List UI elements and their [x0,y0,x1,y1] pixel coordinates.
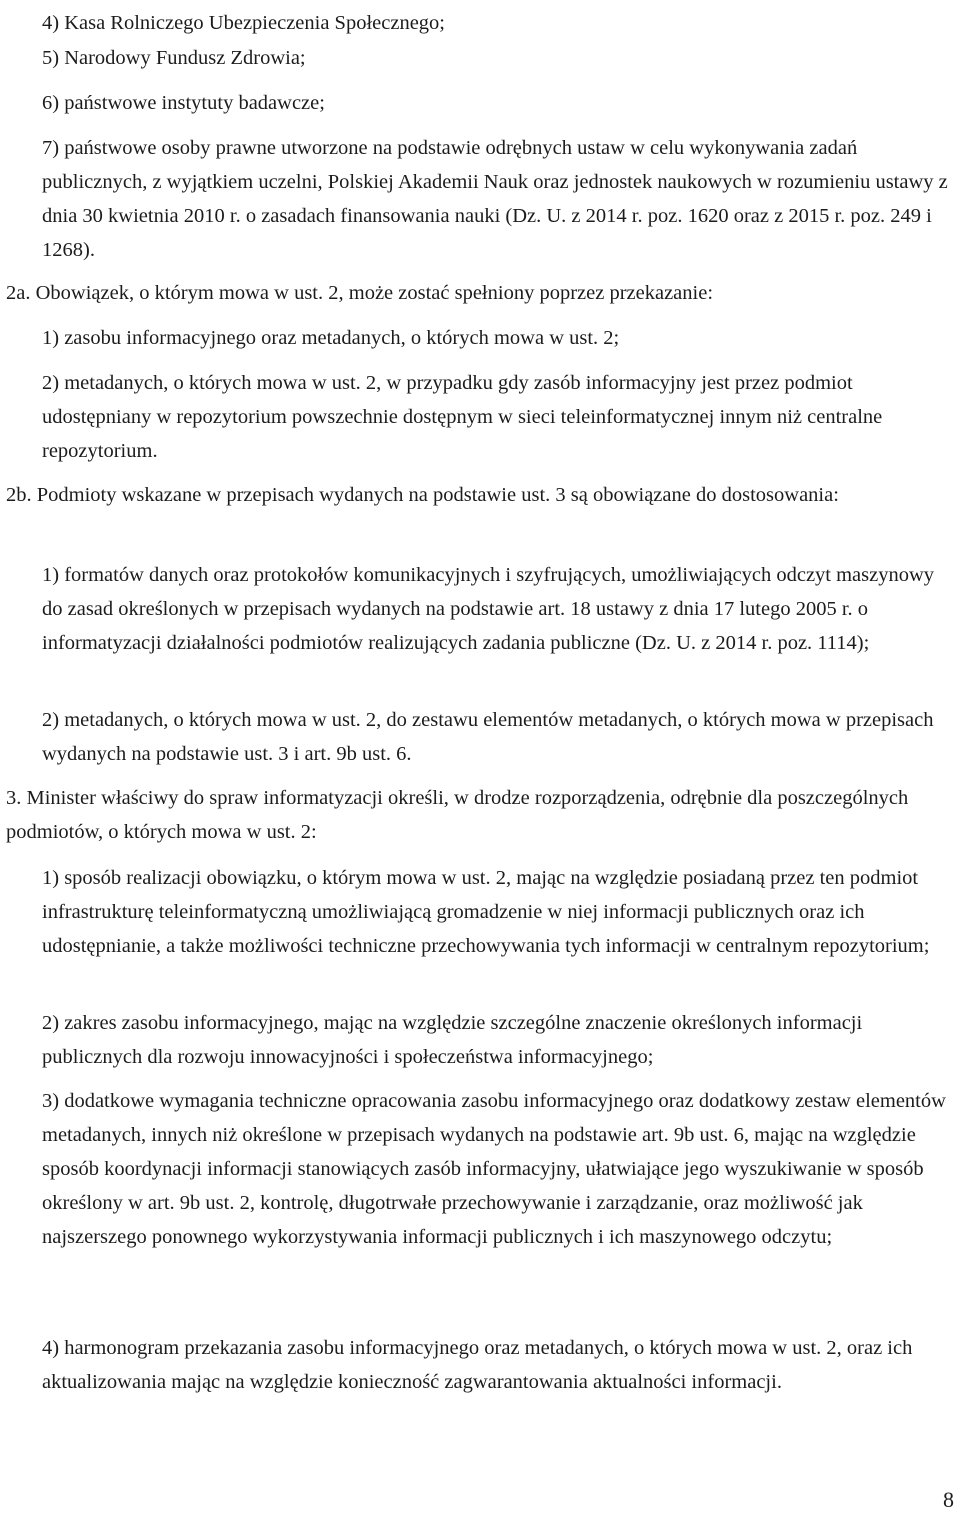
paragraph: 2b. Podmioty wskazane w przepisach wydanych na podstawie ust. 3 są obowiązane do dostosowania: [6,484,839,506]
paragraph: 2a. Obowiązek, o którym mowa w ust. 2, może zostać spełniony poprzez przekazanie: [6,282,714,304]
list-item: 2) metadanych, o których mowa w ust. 2, w przypadku gdy zasób informacyjny jest przez podmiot udostępniany w repozytorium powszechnie dostępnym w sieci teleinformatycznej innym niż centralne repozytorium. [42,372,883,462]
list-item: 7) państwowe osoby prawne utworzone na podstawie odrębnych ustaw w celu wykonywania zadań publicznych, z wyjątkiem uczelni, Polskiej Akademii Nauk oraz jednostek naukowych w rozumieniu ustawy z dnia 30 kwietnia 2010 r. o zasadach finansowania nauki (Dz. U. z 2014 r. poz. 1620 oraz z 2015 r. poz. 249 i 1268). [42,137,948,261]
list-item: 6) państwowe instytuty badawcze; [42,92,325,114]
list-item: 4) Kasa Rolniczego Ubezpieczenia Społecznego; [42,12,445,34]
list-item: 2) metadanych, o których mowa w ust. 2, do zestawu elementów metadanych, o których mowa w przepisach wydanych na podstawie ust. 3 i art. 9b ust. 6. [42,709,934,765]
list-item: 5) Narodowy Fundusz Zdrowia; [42,47,306,69]
list-item: 1) formatów danych oraz protokołów komunikacyjnych i szyfrujących, umożliwiających odczyt maszynowy do zasad określonych w przepisach wydanych na podstawie art. 18 ustawy z dnia 17 lutego 2005 r. o informatyzacji działalności podmiotów realizujących zadania publiczne (Dz. U. z 2014 r. poz. 1114); [42,564,935,654]
paragraph: 3. Minister właściwy do spraw informatyzacji określi, w drodze rozporządzenia, odrębnie dla poszczególnych podmiotów, o których mowa w ust. 2: [6,787,909,843]
list-item: 1) sposób realizacji obowiązku, o którym mowa w ust. 2, mając na względzie posiadaną przez ten podmiot infrastrukturę teleinformatyczną umożliwiającą gromadzenie w niej informacji publicznych oraz ich udostępnianie, a także możliwości techniczne przechowywania tych informacji w centralnym repozytorium; [42,867,930,957]
page-number: 8 [943,1487,954,1512]
list-item: 4) harmonogram przekazania zasobu informacyjnego oraz metadanych, o których mowa w ust. 2, oraz ich aktualizowania mając na względzie konieczność zagwarantowania aktualności informacji. [42,1337,913,1393]
list-item: 1) zasobu informacyjnego oraz metadanych, o których mowa w ust. 2; [42,327,620,349]
list-item: 2) zakres zasobu informacyjnego, mając na względzie szczególne znaczenie określonych informacji publicznych dla rozwoju innowacyjności i społeczeństwa informacyjnego; [42,1012,863,1068]
list-item: 3) dodatkowe wymagania techniczne opracowania zasobu informacyjnego oraz dodatkowy zestaw elementów metadanych, innych niż określone w przepisach wydanych na podstawie art. 9b ust. 6, mając na względzie sposób koordynacji informacji stanowiących zasób informacyjny, ułatwiające jego wyszukiwanie w sposób określony w art. 9b ust. 2, kontrolę, długotrwałe przechowywanie i zarządzanie, oraz możliwość jak najszerszego ponownego wykorzystywania informacji publicznych i ich maszynowego odczytu; [42,1090,946,1248]
